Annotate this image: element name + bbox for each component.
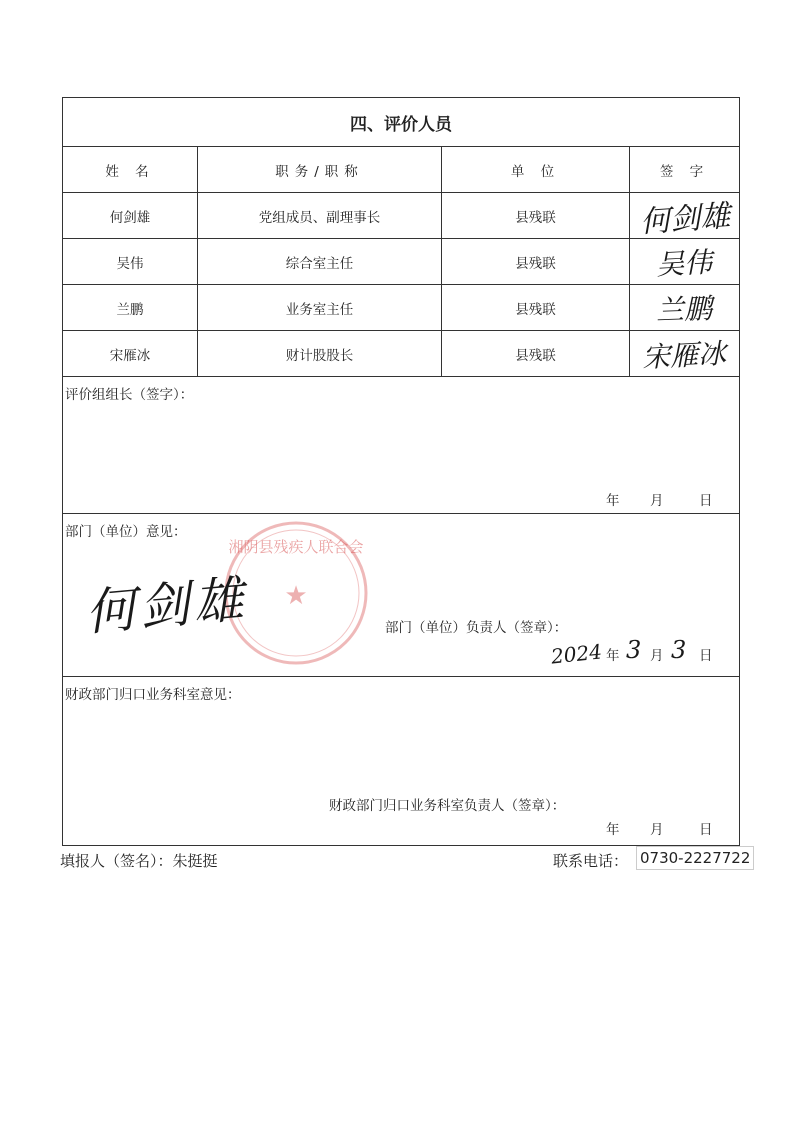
leader-label: 评价组组长（签字）： (65, 387, 194, 403)
cell-unit: 县残联 (442, 285, 630, 330)
evaluation-table (62, 97, 740, 846)
dept-month: 月 (650, 648, 664, 664)
phone-number: 0730-2227722 (636, 846, 754, 870)
finance-label: 财政部门归口业务科室意见： (65, 687, 241, 703)
phone-label: 联系电话： (553, 852, 629, 870)
dept-year: 年 (606, 648, 620, 664)
leader-month: 月 (650, 493, 664, 509)
handwritten-signature: 兰鹏 (655, 291, 714, 327)
cell-title: 财计股股长 (198, 331, 442, 376)
leader-year: 年 (606, 493, 620, 509)
table-row (63, 239, 739, 285)
cell-signature (630, 239, 739, 284)
handwritten-signature: 吴伟 (655, 245, 714, 281)
table-row (63, 331, 739, 377)
cell-unit: 县残联 (442, 193, 630, 238)
finance-year: 年 (606, 822, 620, 838)
table-row (63, 285, 739, 331)
cell-unit: 县残联 (442, 331, 630, 376)
header-unit: 单 位 (442, 147, 630, 192)
cell-name: 吴伟 (63, 239, 198, 284)
leader-day: 日 (699, 493, 713, 509)
seal-text: 湘阴县残疾人联合会 (228, 538, 364, 556)
table-header (63, 147, 739, 193)
dept-hand-day: 3 (671, 636, 687, 664)
dept-hand-month: 3 (626, 636, 642, 664)
cell-title: 综合室主任 (198, 239, 442, 284)
cell-unit: 县残联 (442, 239, 630, 284)
handwritten-signature: 宋雁冰 (641, 336, 728, 374)
finance-section (63, 677, 739, 845)
leader-section (63, 377, 739, 514)
dept-handwritten-signature: 何剑雄 (83, 570, 250, 642)
header-title: 职务/职称 (198, 147, 442, 192)
dept-label: 部门（单位）意见： (65, 524, 187, 540)
cell-title: 业务室主任 (198, 285, 442, 330)
svg-text:★: ★ (284, 581, 308, 611)
finance-month: 月 (650, 822, 664, 838)
dept-section (63, 514, 739, 677)
dept-hand-year: 2024 (549, 639, 604, 669)
dept-head-label: 部门（单位）负责人（签章）： (385, 620, 568, 636)
dept-day: 日 (699, 648, 713, 664)
filler-label: 填报人（签名）：朱挺挺 (60, 852, 218, 870)
finance-head-label: 财政部门归口业务科室负责人（签章）： (329, 798, 566, 814)
header-signature: 签 字 (659, 163, 710, 180)
finance-day: 日 (699, 822, 713, 838)
cell-title: 党组成员、副理事长 (198, 193, 442, 238)
cell-signature (630, 193, 739, 238)
cell-signature (630, 285, 739, 330)
header-name: 姓 名 (63, 147, 198, 192)
cell-name: 宋雁冰 (63, 331, 198, 376)
cell-name: 兰鹏 (63, 285, 198, 330)
table-row (63, 193, 739, 239)
cell-name: 何剑雄 (63, 193, 198, 238)
cell-signature (630, 331, 739, 376)
handwritten-signature: 何剑雄 (638, 198, 731, 240)
section-title: 四、评价人员 (63, 98, 739, 147)
